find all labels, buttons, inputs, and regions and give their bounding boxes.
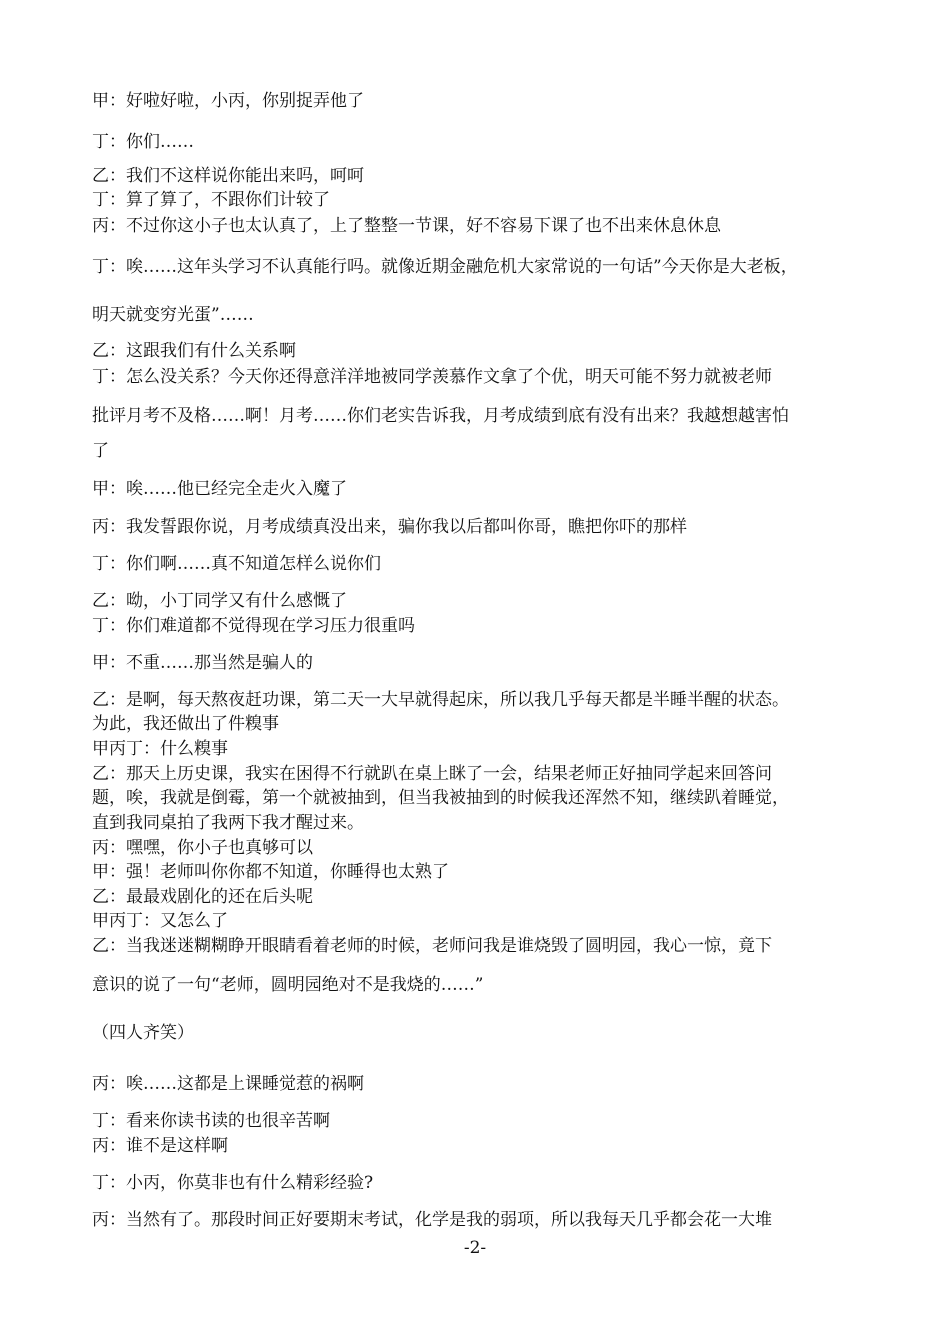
dialogue-line: 丁：你们啊……真不知道怎样么说你们 xyxy=(92,554,381,574)
dialogue-line: 甲：不重……那当然是骗人的 xyxy=(92,653,313,673)
dialogue-line: 乙：这跟我们有什么关系啊 xyxy=(92,341,296,361)
dialogue-line: 明天就变穷光蛋”…… xyxy=(92,305,254,325)
dialogue-line: 丁：你们难道都不觉得现在学习压力很重吗 xyxy=(92,616,415,636)
dialogue-line: 为此，我还做出了件糗事 xyxy=(92,714,279,734)
page-number: -2- xyxy=(463,1238,487,1258)
dialogue-line: 乙：当我迷迷糊糊睁开眼睛看着老师的时候，老师问我是谁烧毁了圆明园，我心一惊，竟下 xyxy=(92,936,772,956)
dialogue-line: 丙：谁不是这样啊 xyxy=(92,1136,228,1156)
dialogue-line: 丙：我发誓跟你说，月考成绩真没出来，骗你我以后都叫你哥，瞧把你吓的那样 xyxy=(92,517,687,537)
dialogue-line: 丙：唉……这都是上课睡觉惹的祸啊 xyxy=(92,1074,364,1094)
dialogue-line: 批评月考不及格……啊！月考……你们老实告诉我，月考成绩到底有没有出来？我越想越害怕 xyxy=(92,406,789,426)
dialogue-line: 题，唉，我就是倒霉，第一个就被抽到，但当我被抽到的时候我还浑然不知，继续趴着睡觉， xyxy=(92,788,789,808)
dialogue-line: 丁：你们…… xyxy=(92,132,194,152)
dialogue-line: 甲丙丁：什么糗事 xyxy=(92,739,228,759)
dialogue-line: 甲：强！老师叫你你都不知道，你睡得也太熟了 xyxy=(92,862,449,882)
stage-direction: （四人齐笑） xyxy=(92,1023,194,1043)
dialogue-line: 丁：唉……这年头学习不认真能行吗。就像近期金融危机大家常说的一句话”今天你是大老板， xyxy=(92,257,798,277)
dialogue-line: 乙：我们不这样说你能出来吗，呵呵 xyxy=(92,166,364,186)
dialogue-line: 甲：唉……他已经完全走火入魔了 xyxy=(92,479,347,499)
dialogue-line: 丁：怎么没关系？今天你还得意洋洋地被同学羡慕作文拿了个优，明天可能不努力就被老师 xyxy=(92,367,772,387)
dialogue-line: 直到我同桌拍了我两下我才醒过来。 xyxy=(92,813,364,833)
dialogue-line: 乙：那天上历史课，我实在困得不行就趴在桌上眯了一会，结果老师正好抽同学起来回答问 xyxy=(92,764,772,784)
dialogue-line: 丙：嘿嘿，你小子也真够可以 xyxy=(92,838,313,858)
dialogue-line: 丁：小丙，你莫非也有什么精彩经验? xyxy=(92,1173,374,1193)
dialogue-line: 丙：当然有了。那段时间正好要期末考试，化学是我的弱项，所以我每天几乎都会花一大堆 xyxy=(92,1210,772,1230)
dialogue-line: 甲丙丁：又怎么了 xyxy=(92,911,228,931)
dialogue-line: 乙：呦，小丁同学又有什么感慨了 xyxy=(92,591,347,611)
dialogue-line: 丁：看来你读书读的也很辛苦啊 xyxy=(92,1111,330,1131)
dialogue-line: 乙：最最戏剧化的还在后头呢 xyxy=(92,887,313,907)
dialogue-line: 甲：好啦好啦，小丙，你别捉弄他了 xyxy=(92,91,364,111)
dialogue-line: 丙：不过你这小子也太认真了，上了整整一节课，好不容易下课了也不出来休息休息 xyxy=(92,216,721,236)
dialogue-line: 了 xyxy=(92,441,109,461)
dialogue-line: 意识的说了一句“老师，圆明园绝对不是我烧的……” xyxy=(92,975,484,995)
dialogue-line: 乙：是啊，每天熬夜赶功课，第二天一大早就得起床，所以我几乎每天都是半睡半醒的状态。 xyxy=(92,690,789,710)
dialogue-line: 丁：算了算了，不跟你们计较了 xyxy=(92,190,330,210)
